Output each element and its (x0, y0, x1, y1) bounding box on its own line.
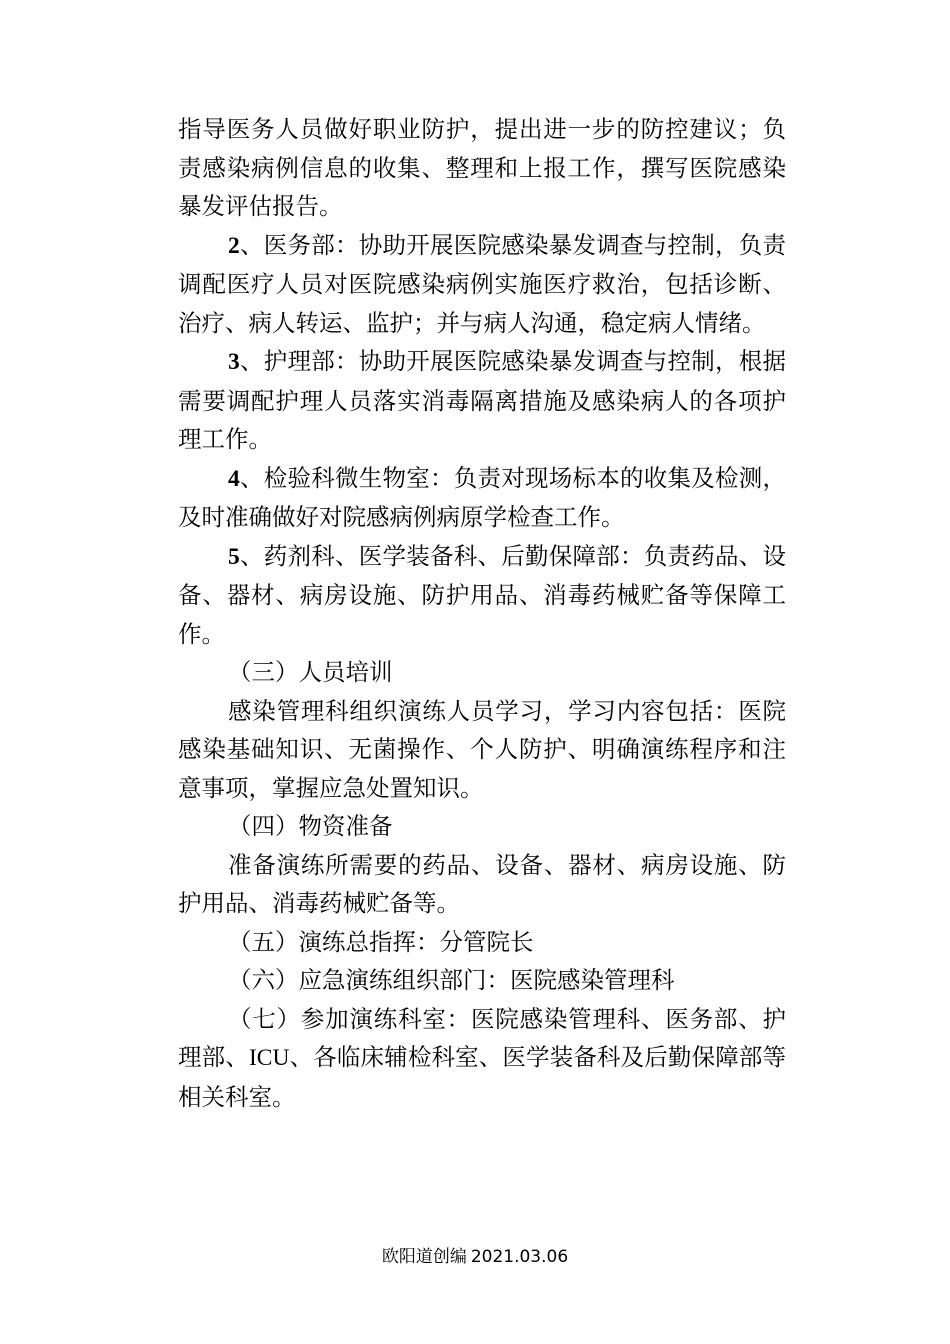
page-footer (0, 1245, 950, 1269)
section-heading-training: （三）人员培训 (228, 658, 393, 686)
section-body-training: 感染管理科组织演练人员学习，学习内容包括：医院感染基础知识、无菌操作、个人防护、明确演练程序和注意事项，掌握应急处置知识。 (178, 696, 786, 802)
item-text: 、医务部：协助开展医院感染暴发调查与控制，负责调配医疗人员对医院感染病例实施医疗救治，包括诊断、治疗、病人转运、监护；并与病人沟通，稳定病人情绪。 (178, 230, 786, 337)
item-text: 、药剂科、医学装备科、后勤保障部：负责药品、设备、器材、病房设施、防护用品、消毒药械贮备等保障工作。 (178, 541, 786, 648)
participants-text-end: 、各临床辅检科室、医学装备科及后勤保障部等相关科室。 (178, 1043, 787, 1111)
section-heading-materials: （四）物资准备 (228, 812, 393, 840)
paragraph-continuation (178, 110, 786, 226)
footer-author: 欧阳道创编 (381, 1247, 467, 1267)
item-nursing (178, 342, 786, 459)
paragraph-text: 指导医务人员做好职业防护，提出进一步的防控建议；负责感染病例信息的收集、整理和上报工作，撰写医院感染暴发评估报告。 (178, 115, 786, 220)
item-number: 5 (228, 543, 240, 570)
item-number: 4 (228, 465, 240, 492)
footer-date: 2021.03.06 (470, 1247, 569, 1267)
item-number: 3 (228, 349, 240, 375)
item-number: 2 (228, 232, 240, 259)
item-medical-affairs (178, 226, 786, 343)
section-organizer: （六）应急演练组织部门：医院感染管理科 (228, 966, 675, 994)
section-participants (178, 1000, 786, 1117)
participants-icu: ICU (248, 1045, 290, 1071)
participants-text-start: （七）参加演练科室：医院感染管理科、医务部、护理部、 (178, 1004, 786, 1071)
item-pharmacy-logistics (178, 537, 786, 654)
section-body-materials: 准备演练所需要的药品、设备、器材、病房设施、防护用品、消毒药械贮备等。 (178, 850, 786, 917)
item-laboratory (178, 459, 786, 537)
document-body (178, 110, 786, 1116)
section-commander: （五）演练总指挥：分管院长 (228, 927, 534, 956)
item-text: 、护理部：协助开展医院感染暴发调查与控制，根据需要调配护理人员落实消毒隔离措施及感染病人的各项护理工作。 (178, 347, 786, 453)
item-text: 、检验科微生物室：负责对现场标本的收集及检测，及时准确做好对院感病例病原学检查工作。 (178, 463, 786, 531)
